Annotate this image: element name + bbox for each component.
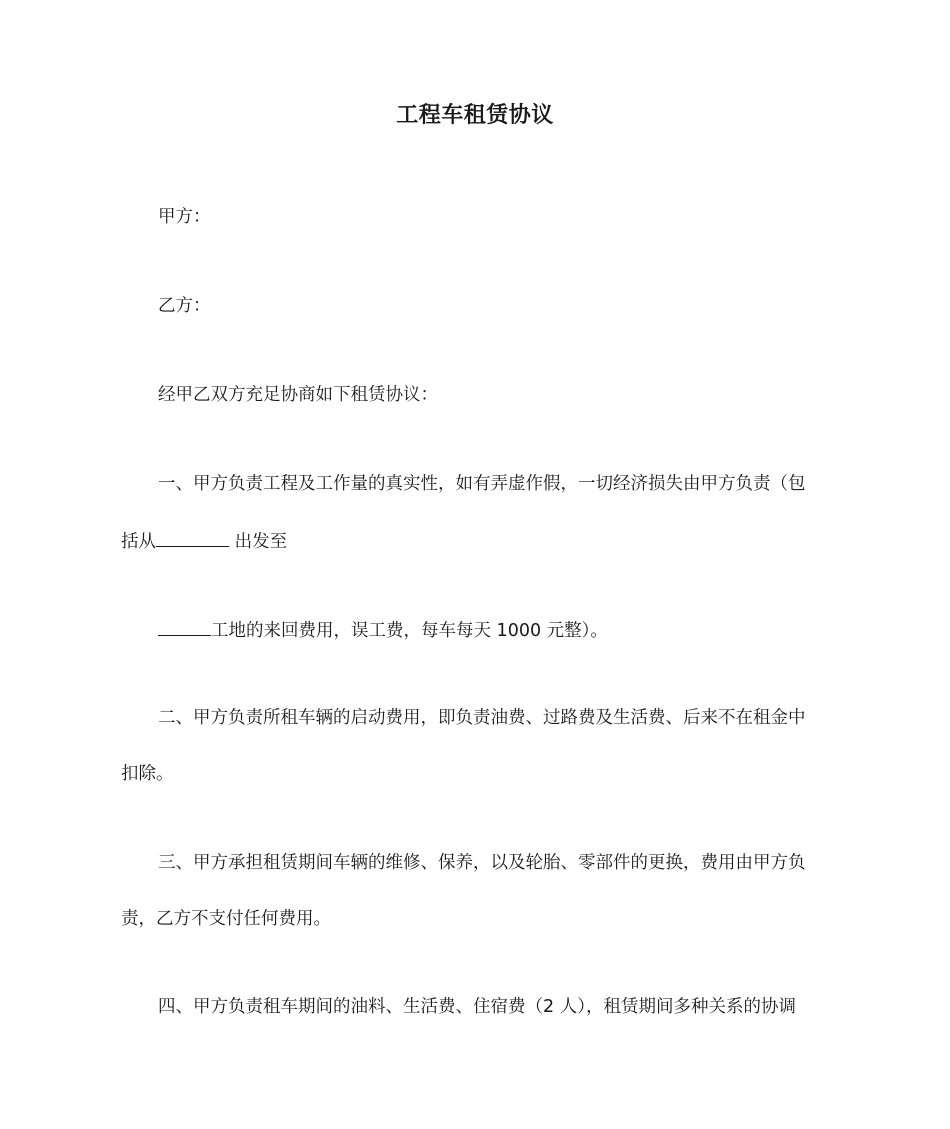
party-b-label: 乙方：: [158, 296, 211, 316]
site-blank-line: [158, 617, 211, 636]
clause-1-from-label: 括从: [121, 532, 156, 552]
clause-2-line-2: 扣除。: [121, 764, 174, 784]
departure-blank-line: [156, 528, 229, 547]
intro-text: 经甲乙双方充足协商如下租赁协议：: [158, 385, 438, 405]
clause-3-line-2: 责，乙方不支付任何费用。: [121, 909, 331, 929]
clause-1-line-2: [121, 528, 287, 554]
document-title: 工程车租赁协议: [396, 103, 554, 128]
clause-4-line-1: 四、甲方负责租车期间的油料、生活费、住宿费（2 人），租赁期间多种关系的协调: [158, 997, 796, 1017]
clause-2-line-1: 二、甲方负责所租车辆的启动费用，即负责油费、过路费及生活费、后来不在租金中: [158, 708, 806, 728]
clause-1-line-3: [158, 617, 608, 643]
clause-3-line-1: 三、甲方承担租赁期间车辆的维修、保养，以及轮胎、零部件的更换，费用由甲方负: [158, 853, 806, 873]
clause-1-departure-text: 出发至: [229, 532, 288, 552]
clause-1-line-1: 一、甲方负责工程及工作量的真实性，如有弄虚作假，一切经济损失由甲方负责（包: [158, 474, 806, 494]
clause-1-cost-text: 工地的来回费用，误工费，每车每天 1000 元整）。: [211, 621, 608, 641]
party-a-label: 甲方：: [158, 207, 211, 227]
